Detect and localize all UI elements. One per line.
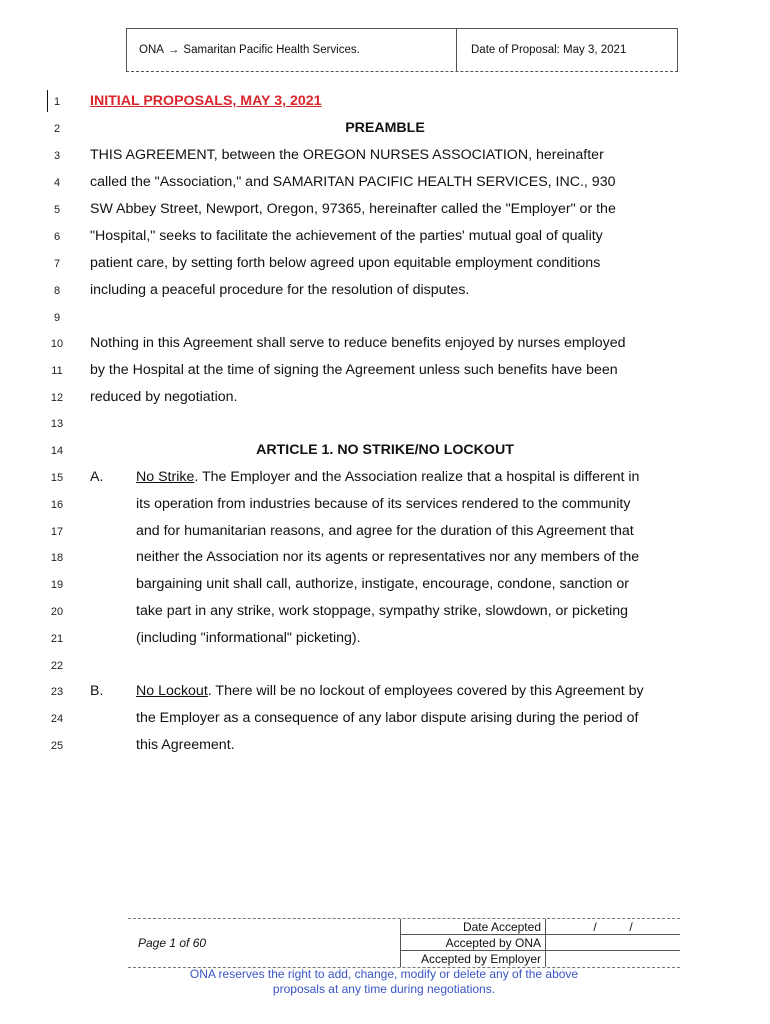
section-text: neither the Association nor its agents or representatives nor any members of the	[136, 549, 640, 565]
line-17	[0, 523, 770, 543]
accepted-employer-value	[546, 951, 680, 967]
preamble-text: "Hospital," seeks to facilitate the achievement of the parties' mutual goal of quality	[90, 228, 603, 244]
line-6	[0, 228, 770, 248]
line-9	[0, 309, 770, 329]
preamble-text: by the Hospital at the time of signing the Agreement unless such benefits have been	[90, 362, 618, 378]
line-5	[0, 201, 770, 221]
line-number: 20	[50, 606, 64, 618]
line-number: 21	[50, 633, 64, 645]
line-3	[0, 147, 770, 167]
section-title: No Strike	[136, 469, 195, 485]
line-number: 18	[50, 552, 64, 564]
preamble-text: including a peaceful procedure for the resolution of disputes.	[90, 282, 470, 298]
line-number: 22	[50, 660, 64, 672]
line-12	[0, 389, 770, 409]
section-marker: B.	[90, 683, 104, 699]
line-number: 1	[53, 96, 61, 108]
line-18	[0, 549, 770, 569]
line-14	[0, 442, 770, 462]
line-25	[0, 737, 770, 757]
line-20	[0, 603, 770, 623]
line-1	[0, 93, 770, 113]
line-number: 13	[50, 418, 64, 430]
acceptance-labels	[400, 919, 546, 967]
line-number: 7	[53, 258, 61, 270]
section-text: take part in any strike, work stoppage, sympathy strike, slowdown, or picketing	[136, 603, 629, 619]
line-15	[0, 469, 770, 489]
page-number: Page 1 of 60	[138, 936, 207, 950]
section-text: its operation from industries because of its services rendered to the community	[136, 496, 631, 512]
line-number: 24	[50, 713, 64, 725]
line-number: 12	[50, 392, 64, 404]
header-date: Date of Proposal: May 3, 2021	[471, 44, 627, 56]
section-text: the Employer as a consequence of any labor dispute arising during the period of	[136, 710, 639, 726]
line-number: 25	[50, 740, 64, 752]
document-title: INITIAL PROPOSALS, MAY 3, 2021	[90, 93, 322, 109]
preamble-text: reduced by negotiation.	[90, 389, 238, 405]
preamble-text: THIS AGREEMENT, between the OREGON NURSES ASSOCIATION, hereinafter	[90, 147, 604, 163]
line-4	[0, 174, 770, 194]
line-number: 14	[50, 445, 64, 457]
acceptance-footer	[128, 918, 680, 968]
date-separator: /	[629, 920, 633, 934]
line-number: 19	[50, 579, 64, 591]
line-number: 16	[50, 499, 64, 511]
accepted-ona-value	[546, 935, 680, 951]
date-accepted-value	[546, 919, 680, 935]
section-text	[136, 683, 644, 699]
line-7	[0, 255, 770, 275]
preamble-text: Nothing in this Agreement shall serve to reduce benefits enjoyed by nurses employed	[90, 335, 626, 351]
arrow-right-icon: →	[167, 44, 180, 56]
accepted-ona-label: Accepted by ONA	[401, 935, 545, 951]
disclaimer-line: proposals at any time during negotiations.	[272, 982, 496, 996]
line-23	[0, 683, 770, 703]
line-number: 11	[51, 365, 63, 377]
line-number: 23	[50, 686, 64, 698]
line-10	[0, 335, 770, 355]
line-number: 10	[50, 338, 64, 350]
section-text: this Agreement.	[136, 737, 235, 753]
preamble-text: SW Abbey Street, Newport, Oregon, 97365, hereinafter called the "Employer" or the	[90, 201, 616, 217]
line-11	[0, 362, 770, 382]
section-text: bargaining unit shall call, authorize, instigate, encourage, condone, sanction or	[136, 576, 629, 592]
line-13	[0, 415, 770, 435]
section-text: (including "informational" picketing).	[136, 630, 361, 646]
line-16	[0, 496, 770, 516]
line-19	[0, 576, 770, 596]
line-number: 6	[53, 231, 61, 243]
section-text: and for humanitarian reasons, and agree for the duration of this Agreement that	[136, 523, 634, 539]
header-to: Samaritan Pacific Health Services.	[183, 44, 360, 56]
proposal-header	[126, 28, 678, 72]
section-text-run: . The Employer and the Association realize that a hospital is different in	[194, 469, 640, 485]
line-number: 15	[50, 472, 64, 484]
section-title: No Lockout	[136, 683, 208, 699]
article-heading: ARTICLE 1. NO STRIKE/NO LOCKOUT	[256, 442, 514, 458]
line-number: 9	[53, 312, 61, 324]
disclaimer	[128, 967, 640, 997]
line-number: 4	[53, 177, 61, 189]
line-number: 8	[53, 285, 61, 297]
line-21	[0, 630, 770, 650]
line-2	[0, 120, 770, 140]
section-marker: A.	[90, 469, 104, 485]
acceptance-values	[546, 919, 680, 967]
line-24	[0, 710, 770, 730]
disclaimer-line: ONA reserves the right to add, change, modify or delete any of the above	[189, 967, 579, 981]
line-8	[0, 282, 770, 302]
line-number: 3	[53, 150, 61, 162]
date-separator: /	[593, 920, 597, 934]
date-accepted-label: Date Accepted	[401, 919, 545, 935]
header-parties	[127, 29, 457, 71]
preamble-heading: PREAMBLE	[345, 120, 425, 136]
section-text	[136, 469, 639, 485]
accepted-employer-label: Accepted by Employer	[420, 952, 541, 966]
line-number: 5	[53, 204, 61, 216]
line-number: 2	[53, 123, 61, 135]
line-number: 17	[50, 526, 64, 538]
preamble-text: called the "Association," and SAMARITAN PACIFIC HEALTH SERVICES, INC., 930	[90, 174, 616, 190]
section-text-run: . There will be no lockout of employees covered by this Agreement by	[207, 683, 644, 699]
line-22	[0, 657, 770, 677]
preamble-text: patient care, by setting forth below agreed upon equitable employment conditions	[90, 255, 601, 271]
header-from: ONA	[139, 44, 164, 56]
